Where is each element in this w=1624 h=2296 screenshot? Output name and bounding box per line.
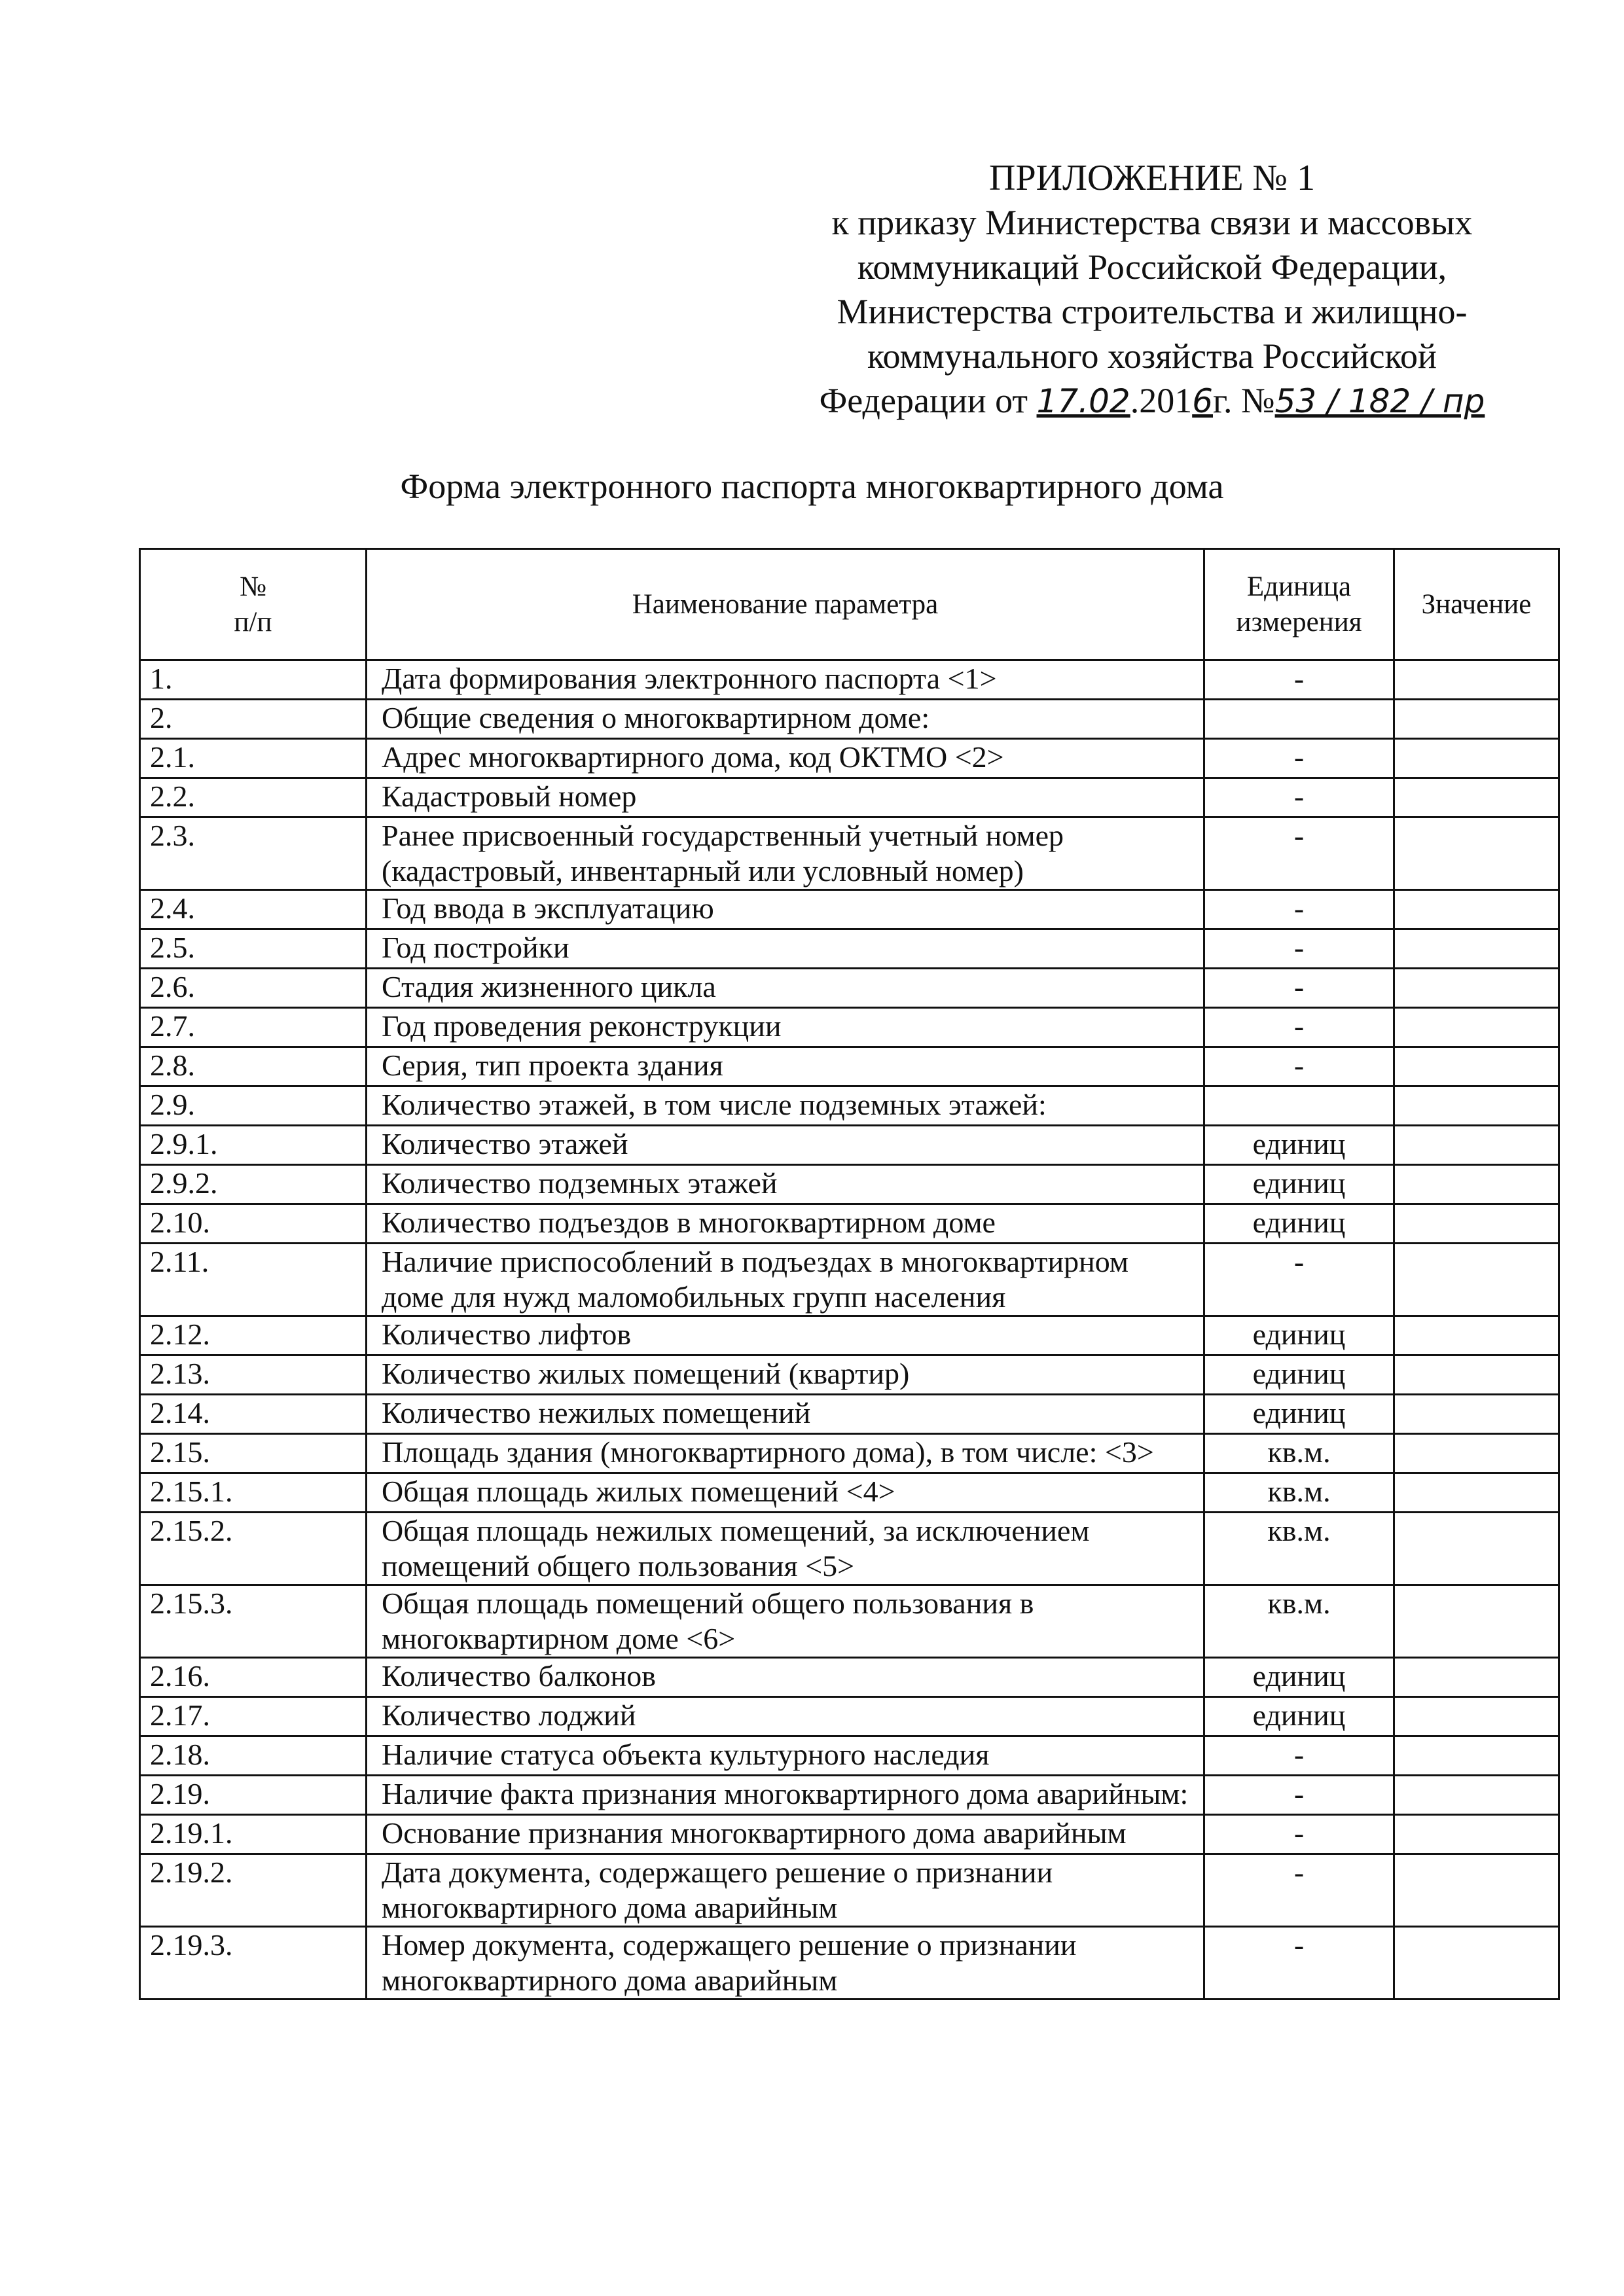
- parameter-value: [1394, 1395, 1559, 1434]
- table-header-row: [140, 549, 1559, 660]
- parameter-value: [1394, 817, 1559, 890]
- parameter-value: [1394, 1434, 1559, 1473]
- column-header-unit: Единица измерения: [1204, 549, 1394, 660]
- form-title: Форма электронного паспорта многоквартирного дома: [400, 467, 1224, 506]
- parameter-value: [1394, 1355, 1559, 1395]
- row-number: 2.15.3.: [140, 1585, 367, 1658]
- row-number: 2.11.: [140, 1244, 367, 1316]
- table-row: [140, 1395, 1559, 1434]
- table-row: [140, 1815, 1559, 1854]
- row-number: 2.10.: [140, 1204, 367, 1244]
- parameter-name: Количество подъездов в многоквартирном доме: [367, 1204, 1204, 1244]
- unit-of-measure: -: [1204, 739, 1394, 778]
- parameter-name: Общая площадь жилых помещений <4>: [367, 1473, 1204, 1513]
- row-number: 2.9.1.: [140, 1126, 367, 1165]
- row-number: 2.5.: [140, 929, 367, 969]
- row-number: 1.: [140, 660, 367, 700]
- header-line: к приказу Министерства связи и массовых: [831, 203, 1473, 242]
- row-number: 2.15.1.: [140, 1473, 367, 1513]
- row-number: 2.9.2.: [140, 1165, 367, 1204]
- column-header-number: № п/п: [140, 549, 367, 660]
- handwritten-date: 17.02: [1036, 382, 1130, 420]
- parameter-name: Адрес многоквартирного дома, код ОКТМО <2>: [367, 739, 1204, 778]
- parameter-value: [1394, 1697, 1559, 1736]
- parameter-value: [1394, 969, 1559, 1008]
- parameter-value: [1394, 1513, 1559, 1585]
- row-number: 2.3.: [140, 817, 367, 890]
- unit-of-measure: [1204, 1086, 1394, 1126]
- parameter-name: Количество лоджий: [367, 1697, 1204, 1736]
- parameter-value: [1394, 890, 1559, 929]
- row-number: 2.7.: [140, 1008, 367, 1047]
- parameter-name: Основание признания многоквартирного дома аварийным: [367, 1815, 1204, 1854]
- row-number: 2.19.1.: [140, 1815, 367, 1854]
- parameter-name: Площадь здания (многоквартирного дома), в том числе: <3>: [367, 1434, 1204, 1473]
- row-number: 2.12.: [140, 1316, 367, 1355]
- unit-of-measure: -: [1204, 778, 1394, 817]
- parameter-value: [1394, 1244, 1559, 1316]
- parameter-name: Общие сведения о многоквартирном доме:: [367, 700, 1204, 739]
- unit-of-measure: кв.м.: [1204, 1585, 1394, 1658]
- table-row: [140, 739, 1559, 778]
- table-row: [140, 1585, 1559, 1658]
- table-row: [140, 1473, 1559, 1513]
- parameter-name: Год проведения реконструкции: [367, 1008, 1204, 1047]
- table-row: [140, 700, 1559, 739]
- parameter-name: Стадия жизненного цикла: [367, 969, 1204, 1008]
- header-line: Министерства строительства и жилищно-: [837, 292, 1468, 331]
- row-number: 2.8.: [140, 1047, 367, 1086]
- parameter-value: [1394, 1776, 1559, 1815]
- unit-of-measure: единиц: [1204, 1658, 1394, 1697]
- unit-of-measure: -: [1204, 1008, 1394, 1047]
- table-row: [140, 1165, 1559, 1204]
- parameter-name: Дата документа, содержащего решение о признании многоквартирного дома аварийным: [367, 1854, 1204, 1927]
- unit-of-measure: -: [1204, 1244, 1394, 1316]
- parameter-name: Наличие статуса объекта культурного наследия: [367, 1736, 1204, 1776]
- unit-of-measure: -: [1204, 817, 1394, 890]
- handwritten-year-digit: 6: [1192, 382, 1213, 420]
- order-number-label: г. №: [1213, 381, 1275, 420]
- unit-of-measure: -: [1204, 890, 1394, 929]
- parameter-name: Наличие факта признания многоквартирного дома аварийным:: [367, 1776, 1204, 1815]
- table-row: [140, 1776, 1559, 1815]
- row-number: 2.13.: [140, 1355, 367, 1395]
- parameter-name: Количество нежилых помещений: [367, 1395, 1204, 1434]
- table-row: [140, 929, 1559, 969]
- parameter-value: [1394, 1086, 1559, 1126]
- table-row: [140, 1355, 1559, 1395]
- order-reference: [772, 378, 1532, 423]
- table-row: [140, 1434, 1559, 1473]
- unit-of-measure: единиц: [1204, 1316, 1394, 1355]
- unit-of-measure: -: [1204, 1047, 1394, 1086]
- row-number: 2.4.: [140, 890, 367, 929]
- parameter-name: Кадастровый номер: [367, 778, 1204, 817]
- row-number: 2.1.: [140, 739, 367, 778]
- parameter-value: [1394, 1658, 1559, 1697]
- unit-of-measure: единиц: [1204, 1697, 1394, 1736]
- parameter-name: Количество балконов: [367, 1658, 1204, 1697]
- unit-of-measure: единиц: [1204, 1126, 1394, 1165]
- column-header-name: Наименование параметра: [367, 549, 1204, 660]
- appendix-title: ПРИЛОЖЕНИЕ № 1: [989, 158, 1315, 198]
- table-row: [140, 1854, 1559, 1927]
- parameter-name: Общая площадь нежилых помещений, за исключением помещений общего пользования <5>: [367, 1513, 1204, 1585]
- unit-of-measure: единиц: [1204, 1204, 1394, 1244]
- row-number: 2.: [140, 700, 367, 739]
- parameter-value: [1394, 929, 1559, 969]
- parameter-value: [1394, 1927, 1559, 2000]
- header-line: коммуникаций Российской Федерации,: [857, 247, 1447, 287]
- unit-of-measure: -: [1204, 1815, 1394, 1854]
- parameter-value: [1394, 700, 1559, 739]
- order-prefix: Федерации от: [819, 381, 1037, 420]
- parameter-name: Год постройки: [367, 929, 1204, 969]
- row-number: 2.17.: [140, 1697, 367, 1736]
- table-row: [140, 1086, 1559, 1126]
- table-row: [140, 1697, 1559, 1736]
- row-number: 2.19.3.: [140, 1927, 367, 2000]
- table-row: [140, 1008, 1559, 1047]
- unit-of-measure: -: [1204, 1854, 1394, 1927]
- row-number: 2.15.2.: [140, 1513, 367, 1585]
- row-number: 2.19.: [140, 1776, 367, 1815]
- parameter-name: Серия, тип проекта здания: [367, 1047, 1204, 1086]
- unit-of-measure: единиц: [1204, 1395, 1394, 1434]
- parameter-value: [1394, 1008, 1559, 1047]
- row-number: 2.15.: [140, 1434, 367, 1473]
- parameter-name: Количество лифтов: [367, 1316, 1204, 1355]
- handwritten-order-number: 53 / 182 / пр: [1274, 382, 1485, 420]
- table-row: [140, 1047, 1559, 1086]
- parameter-name: Ранее присвоенный государственный учетный номер (кадастровый, инвентарный или условный номер): [367, 817, 1204, 890]
- unit-of-measure: -: [1204, 1736, 1394, 1776]
- unit-of-measure: кв.м.: [1204, 1434, 1394, 1473]
- table-row: [140, 1126, 1559, 1165]
- parameter-value: [1394, 1854, 1559, 1927]
- table-row: [140, 969, 1559, 1008]
- parameter-value: [1394, 1126, 1559, 1165]
- parameter-value: [1394, 1047, 1559, 1086]
- table-row: [140, 1736, 1559, 1776]
- row-number: 2.6.: [140, 969, 367, 1008]
- table-row: [140, 817, 1559, 890]
- table-row: [140, 1204, 1559, 1244]
- parameter-value: [1394, 1316, 1559, 1355]
- column-header-value: Значение: [1394, 549, 1559, 660]
- table-row: [140, 1244, 1559, 1316]
- parameter-name: Количество жилых помещений (квартир): [367, 1355, 1204, 1395]
- parameter-name: Количество подземных этажей: [367, 1165, 1204, 1204]
- passport-table: [139, 548, 1560, 2000]
- parameter-name: Дата формирования электронного паспорта <1>: [367, 660, 1204, 700]
- table-row: [140, 778, 1559, 817]
- parameter-value: [1394, 1165, 1559, 1204]
- unit-of-measure: -: [1204, 660, 1394, 700]
- parameter-name: Номер документа, содержащего решение о признании многоквартирного дома аварийным: [367, 1927, 1204, 2000]
- parameter-name: Общая площадь помещений общего пользования в многоквартирном доме <6>: [367, 1585, 1204, 1658]
- parameter-value: [1394, 1473, 1559, 1513]
- unit-of-measure: -: [1204, 969, 1394, 1008]
- parameter-value: [1394, 778, 1559, 817]
- unit-of-measure: -: [1204, 1927, 1394, 2000]
- parameter-name: Количество этажей: [367, 1126, 1204, 1165]
- row-number: 2.2.: [140, 778, 367, 817]
- parameter-name: Наличие приспособлений в подъездах в многоквартирном доме для нужд маломобильных групп населения: [367, 1244, 1204, 1316]
- table-row: [140, 1316, 1559, 1355]
- unit-of-measure: [1204, 700, 1394, 739]
- parameter-name: Год ввода в эксплуатацию: [367, 890, 1204, 929]
- parameter-value: [1394, 1204, 1559, 1244]
- parameter-value: [1394, 1815, 1559, 1854]
- row-number: 2.14.: [140, 1395, 367, 1434]
- unit-of-measure: единиц: [1204, 1165, 1394, 1204]
- unit-of-measure: -: [1204, 929, 1394, 969]
- table-row: [140, 1927, 1559, 2000]
- table-row: [140, 1658, 1559, 1697]
- row-number: 2.18.: [140, 1736, 367, 1776]
- table-body: [140, 660, 1559, 2000]
- date-year-prefix: .201: [1130, 381, 1193, 420]
- unit-of-measure: кв.м.: [1204, 1473, 1394, 1513]
- row-number: 2.19.2.: [140, 1854, 367, 1927]
- unit-of-measure: единиц: [1204, 1355, 1394, 1395]
- table-row: [140, 660, 1559, 700]
- row-number: 2.9.: [140, 1086, 367, 1126]
- unit-of-measure: кв.м.: [1204, 1513, 1394, 1585]
- row-number: 2.16.: [140, 1658, 367, 1697]
- parameter-name: Количество этажей, в том числе подземных этажей:: [367, 1086, 1204, 1126]
- appendix-header: [772, 156, 1532, 423]
- unit-of-measure: -: [1204, 1776, 1394, 1815]
- parameter-value: [1394, 660, 1559, 700]
- parameter-value: [1394, 739, 1559, 778]
- table-row: [140, 890, 1559, 929]
- parameter-value: [1394, 1585, 1559, 1658]
- header-line: коммунального хозяйства Российской: [867, 336, 1437, 376]
- table-row: [140, 1513, 1559, 1585]
- parameter-value: [1394, 1736, 1559, 1776]
